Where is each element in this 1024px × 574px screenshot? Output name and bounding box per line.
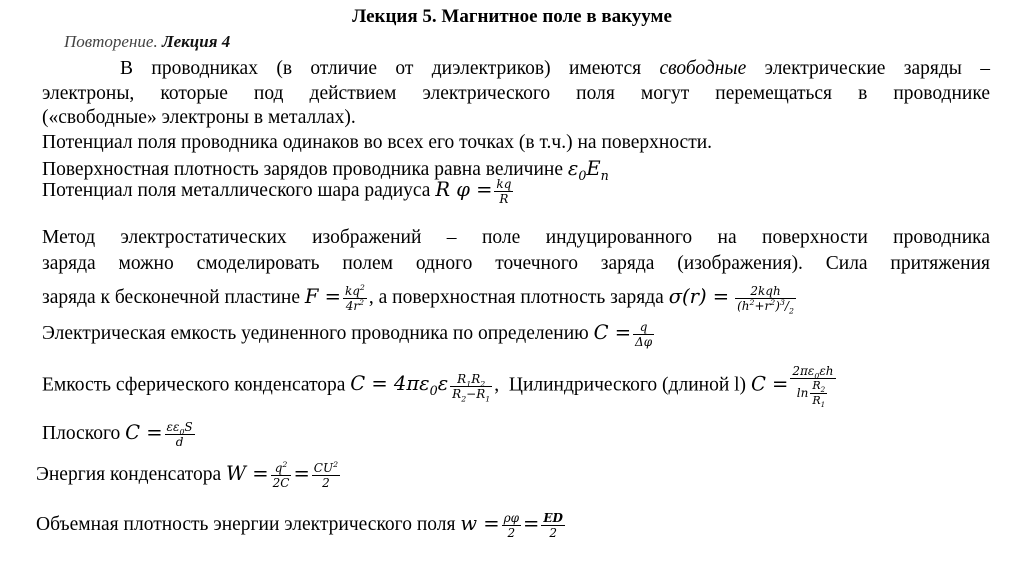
flat-formula: C = [125, 420, 163, 444]
fraction-energy-q: $\frac{q^2}{2C}$ [272, 460, 290, 490]
subtitle [64, 32, 230, 52]
sphere-formula: R φ = [435, 177, 493, 201]
spherical-line: Емкость сферического конденсатора $C = 4\pi\varepsilon_0\varepsilon$ $\frac{R_1R_2}{R_2-R_1}$ , Цилиндрического (длиной l) C = $2\pi\varepsilon_0\varepsilon h$ ln $\frac{R_2}{R_1}$ [42, 364, 834, 410]
sigma-formula: σ(r) = [668, 284, 730, 308]
subtitle-lecture: Лекция 4 [161, 32, 231, 51]
spherical-formula: $C = 4\pi\varepsilon_0\varepsilon$ [350, 372, 449, 399]
fraction-flat: $\frac{\varepsilon\varepsilon_0S}{d}$ [166, 420, 193, 449]
sphere-line: Потенциал поля металлического шара радиуса R φ = $\frac{kq}{R}$ [42, 177, 512, 206]
density-line: Поверхностная плотность зарядов проводника равна величине $\varepsilon_0E_n$ [42, 157, 609, 183]
cylindrical-formula: C = [750, 372, 789, 396]
fraction-rho-phi: $\frac{\rho\varphi}{2}$ [503, 511, 520, 540]
potential-line: Потенциал поля проводника одинаков во всех его точках (в т.ч.) на поверхности. [42, 132, 713, 153]
para1-line1: В проводниках (в отличие от диэлектриков) имеются свободные электрические заряды – [120, 58, 990, 79]
para1-line2: электроны, которые под действием электрического поля могут перемещаться в проводнике [42, 83, 990, 104]
page-title: Лекция 5. Магнитное поле в вакууме [352, 6, 672, 27]
fraction-cylindrical: $2\pi\varepsilon_0\varepsilon h$ ln $\frac{R_2}{R_1}$ [792, 364, 834, 410]
force-formula: F = [304, 284, 341, 308]
energy-formula: W = [226, 461, 269, 485]
energy-density-formula: w = [460, 511, 500, 535]
fraction-ed: $\frac{ED}{2}$ [543, 511, 563, 540]
fraction-force: $\frac{kq^2}{4r^2}$ [344, 283, 365, 313]
method-line1: Метод электростатических изображений – поле индуцированного на поверхности проводника [42, 227, 990, 248]
energy-line: Энергия конденсатора W = $\frac{q^2}{2C}$ = $\frac{CU^2}{2}$ [36, 460, 339, 490]
energy-density-line: Объемная плотность энергии электрического поля w = $\frac{\rho\varphi}{2}$ = $\frac{ED}{2}$ [36, 511, 563, 540]
fraction-capacity: $\frac{q}{\Delta\varphi}$ [635, 320, 653, 349]
method-line2: заряда можно смоделировать полем одного точечного заряда (изображения). Сила притяжения [42, 253, 990, 274]
subtitle-prefix: Повторение. [64, 32, 158, 51]
flat-line: Плоского C = $\frac{\varepsilon\varepsilon_0S}{d}$ [42, 420, 193, 449]
fraction-spherical: $\frac{R_1R_2}{R_2-R_1}$ [452, 371, 491, 403]
capacity-line: Электрическая емкость уединенного проводника по определению C = $\frac{q}{\Delta\varphi}$ [42, 320, 653, 349]
fraction-kq-r: $\frac{kq}{R}$ [496, 177, 512, 206]
capacity-formula: C = [593, 320, 632, 344]
para1-line3: («свободные» электроны в металлах). [42, 107, 356, 128]
fraction-sigma: $\frac{\text{2kqh}}{(h^2+r^2)^3/_2}$ [737, 284, 794, 316]
fraction-energy-u: $\frac{CU^2}{2}$ [313, 460, 339, 490]
method-line3: заряда к бесконечной пластине F = $\frac{kq^2}{4r^2}$ , а поверхностная плотность заряда σ(r) = $\frac{\text{2kqh}}{(h^2+r^2)^3/_2}$ [42, 283, 794, 316]
emph-free: свободные [659, 58, 747, 79]
density-formula: $\varepsilon_0E_n$ [567, 157, 609, 183]
